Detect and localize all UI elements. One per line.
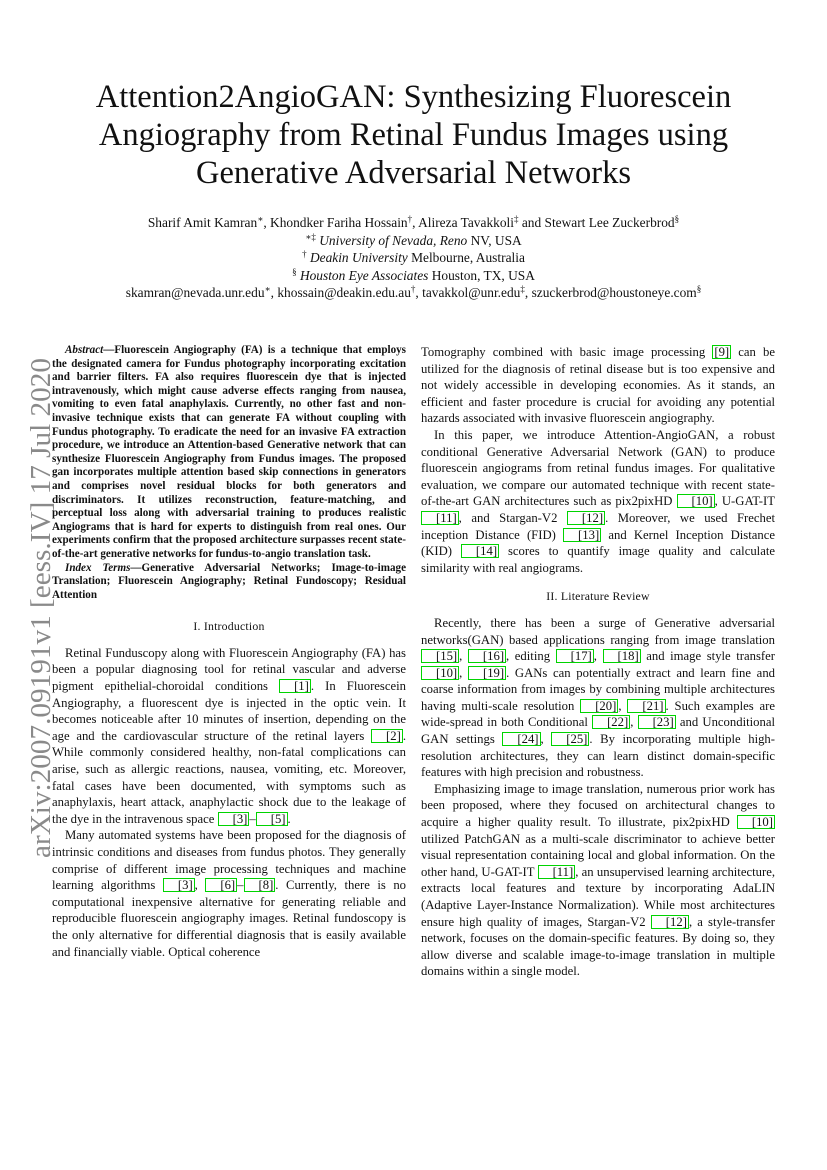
arxiv-stamp-text: arXiv:2007.09191v1 [eess.IV] 17 Jul 2020 [26,378,57,858]
citation-link[interactable]: [15] [421,649,459,663]
title-line: Angiography from Retinal Fundus Images using [98,117,729,153]
title-line: Attention2AngioGAN: Synthesizing Fluorescein [95,79,732,115]
citation-link[interactable]: [12] [651,915,689,929]
citation-link[interactable]: [8] [244,878,276,892]
author-name: Stewart Lee Zuckerbrod [544,215,675,230]
literature-review-body [421,615,775,980]
paragraph: Retinal Funduscopy along with Fluorescein Angiography (FA) has been a popular diagnosing tool for retinal vascular and adverse pigment epithelial-choroidal conditions [1] . In Fluorescein Angiography, a fluorescent dye is injected in the optic vein. It becomes noticeable after 10 minutes of insertion, depending on the age and the cardiovascular structure of the retinal layers [2] . While commonly considered healthy, non-fatal complications can arise, such as allergic reactions, nausea, vomiting, etc. Moreover, fatal cases have been documented, with symptoms such as anaphylaxis, heart attack, anaphylactic shock due to the leakage of the dye in the intravenous space [3] – [5] . [52,645,406,826]
paragraph: In this paper, we introduce Attention-AngioGAN, a robust conditional Generative Adversarial Network (GAN) to produce fluorescein angiograms from retinal fundus images. For qualitative evaluation, we compare our automated technique with recent state-of-the-art GAN architectures such as pix2pixHD [10] , U-GAT-IT [11] , and Stargan-V2 [12] . Moreover, we used Frechet inception Distance (FID) [13] and Kernel Inception Distance (KID) [14] scores to quantify image quality and calculate similarity with real angiograms. [421,427,776,575]
author-mark: ∗ [257,214,264,224]
author-mark: ‡ [513,214,519,224]
section-heading-literature-review: II. Literature Review [546,589,650,604]
introduction-body [52,645,406,960]
citation-link[interactable]: [19] [468,666,506,680]
citation-link[interactable]: [11] [538,865,576,879]
citation-link[interactable]: [18] [603,649,641,663]
paper-title [60,78,767,192]
email: khossain@deakin.edu.au [277,285,411,300]
affiliation: ∗‡ University of Nevada, Reno NV, USA [305,231,522,248]
author-block [40,214,787,302]
citation-link[interactable]: [3] [218,812,250,826]
citation-link[interactable]: [1] [279,679,311,693]
citation-link[interactable]: [12] [567,511,605,525]
paragraph: Tomography combined with basic image processing [9] can be utilized for the diagnosis of retinal disease but is too expensive and not widely accessible in developing economies. As it stands, an efficient and faster procedure is crucial for avoiding any potential hazards associated with invasive fluorescein angiography. [421,345,775,426]
citation-link[interactable]: [21] [627,699,665,713]
citation-link[interactable]: [11] [421,511,459,525]
citation-link[interactable]: [3] [163,878,195,892]
paragraph: Recently, there has been a surge of Generative adversarial networks(GAN) based applications ranging from image translation [15] , [16] , editing [17] , [18] and image style transfer [10] , [19] . GANs can potentially extract and learn fine and coarse information from images by combining multiple architectures having multi-scale resolution [20] , [21] . Such examples are wide-spread in both Conditional [22] , [23] and Unconditional GAN settings [24] , [25] . By incorporating multiple high-resolution architectures, they can learn distinct domain-specific features with high precision and robustness. [421,615,776,780]
email: szuckerbrod@houstoneye.com [531,285,697,300]
author-name: Khondker Fariha Hossain [270,215,408,230]
citation-link[interactable]: [5] [256,812,288,826]
email: skamran@nevada.unr.edu [125,285,265,300]
citation-link[interactable]: [9] [714,345,730,359]
citation-link[interactable]: [23] [638,715,676,729]
citation-link[interactable]: [22] [592,715,630,729]
abstract: Abstract—Fluorescein Angiography (FA) is a technique that employs the designated camera for Fundus photography incorporating excitation and barrier filters. FA also requires fluorescein dye that is injected intravenously, which might cause adverse effects ranging from nausea, vomiting to even fatal anaphylaxis. Currently, no other fast and non-invasive technique exists that can generate FA without coupling with Fundus photography. To eradicate the need for an invasive FA extraction procedure, we introduce an Attention-based Generative network that can synthesize Fluorescein Angiography from Fundus images. The proposed gan incorporates multiple attention based skip connections in generators and comprises novel residual blocks for both generators and discriminators. It utilizes reconstruction, feature-matching, and perceptual loss along with adversarial training to produces realistic Angiograms that is hard for experts to distinguish from real ones. Our experiments confirm that the proposed architecture surpasses recent state-of-the-art generative networks for fundus-to-angio translation task. [52,344,406,560]
citation-link[interactable]: [10] [421,666,459,680]
right-column [421,344,775,980]
introduction-body-continued [421,344,775,576]
citation-link[interactable]: [10] [737,815,775,829]
left-column [52,344,406,960]
paragraph: Many automated systems have been proposed for the diagnosis of intrinsic conditions and diseases from fundus photos. They generally comprise of different image processing techniques and machine learning algorithms [3] , [6] – [8] . Currently, there is no computational inexpensive alternative for generating reliable and reproducible fluorescein angiography images. Retinal fundoscopy is the only alternative for differential diagnosis that is easily available and financially viable. Optical coherence [52,828,407,959]
citation-link[interactable]: [2] [371,729,403,743]
citation-link[interactable]: [14] [461,544,499,558]
affiliation: § Houston Eye Associates Houston, TX, USA [292,266,535,283]
citation-link[interactable]: [25] [551,732,589,746]
author-names: Sharif Amit Kamran∗, Khondker Fariha Hossain†, Alireza Tavakkoli‡ and Stewart Lee Zuckerbrod§ [147,214,680,230]
citation-link[interactable]: [13] [563,528,601,542]
citation-link[interactable]: [16] [468,649,506,663]
author-name: Alireza Tavakkoli [418,215,514,230]
citation-link[interactable]: [20] [580,699,618,713]
paragraph: Emphasizing image to image translation, numerous prior work has been proposed, where they focused on architectural changes to acquire a higher quality result. To illustrate, pix2pixHD [10] utilized PatchGAN as a multi-scale discriminator to achieve better visual representation containing local and global information. On the other hand, U-GAT-IT [11] , an unsupervised learning architecture, extracts local features and texture by incorporating AdaLIN (Adaptive Layer-Instance Normalization). While most architectures ensure high quality of images, Stargan-V2 [12] , a style-transfer network, focuses on the domain-specific features. By doing so, they allow diverse and scalable image-to-image translation in multiple domains within a single model. [421,781,775,979]
section-heading-introduction: I. Introduction [193,619,265,634]
author-mark: § [674,214,680,224]
author-name: Sharif Amit Kamran [147,215,258,230]
title-line: Generative Adversarial Networks [196,155,631,191]
email: tavakkol@unr.edu [422,285,521,300]
affiliation: † Deakin University Melbourne, Australia [302,249,525,265]
author-mark: † [407,214,413,224]
citation-link[interactable]: [6] [205,878,237,892]
citation-link[interactable]: [10] [677,494,715,508]
index-terms: Index Terms—Generative Adversarial Networks; Image-to-image Translation; Fluorescein Angiography; Retinal Fundoscopy; Residual Attention [52,561,406,601]
citation-link[interactable]: [17] [556,649,594,663]
citation-link[interactable]: [24] [502,732,540,746]
author-emails: skamran@nevada.unr.edu∗, khossain@deakin.edu.au†, tavakkol@unr.edu‡, szuckerbrod@houstoneye.com§ [125,284,702,300]
